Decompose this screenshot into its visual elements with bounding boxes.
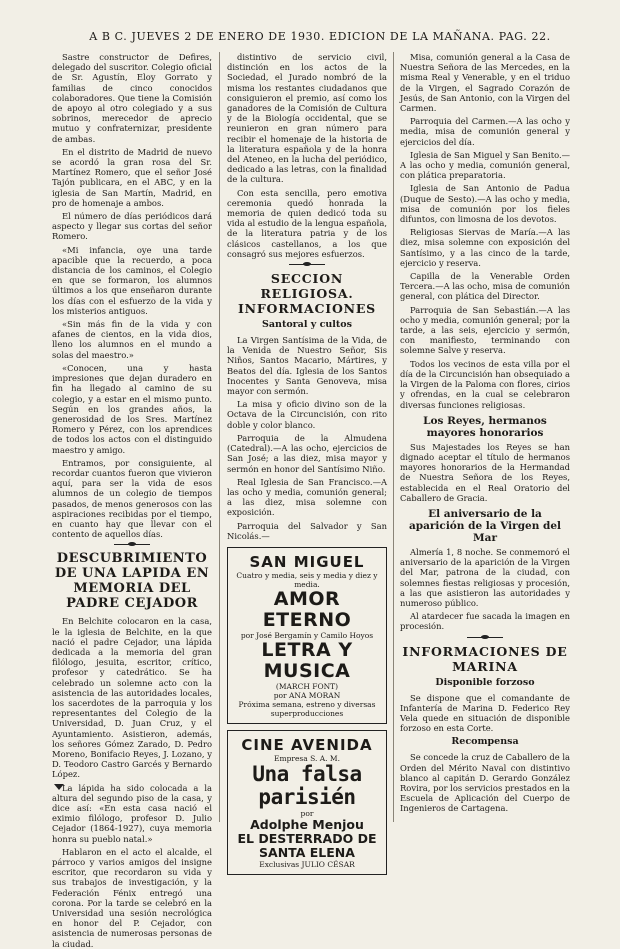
cinema-name: CINE AVENIDA xyxy=(241,735,373,754)
paragraph: Todos los vecinos de esta villa por el día de la Circuncisión han obsequiado a la Virgen de la Paloma con flores, cirios y ofrendas, en la cual se celebraron diversas funciones religiosas. xyxy=(400,358,570,410)
ad-distributor: Exclusivas JULIO CÉSAR xyxy=(259,859,355,869)
page-header: A B C. JUEVES 2 DE ENERO DE 1930. EDICION DE LA MAÑANA. PAG. 22. xyxy=(89,30,551,43)
paragraph: La Virgen Santísima de la Vida, de la Venida de Nuestro Señor, Sis Niños, Santos Macario, Mártires, y Beatos del día. Iglesia de los Santos Inocentes y Santa Genoveva, misa mayor con sermón. xyxy=(227,335,387,397)
paragraph: Religiosas Siervas de María.—A las diez, misa solemne con exposición del Santísimo, y a las cinco de la tarde, ejercicio y reserva. xyxy=(400,227,570,268)
paragraph: Parroquia de San Sebastián.—A las ocho y media, comunión general; por la tarde, a las seis, ejercicio y sermón, con manifiesto, terminando con solemne Salve y reserva. xyxy=(400,304,570,356)
ad-by: por xyxy=(300,808,314,818)
section-subhead: Recompensa xyxy=(451,736,519,748)
ad-credits: por ANA MORAN xyxy=(273,690,341,700)
ad-credits: por José Bergamín y Camilo Hoyos xyxy=(240,630,374,640)
paragraph: Sastre constructor de Defires, delegado del suscritor. Colegio oficial de Sr. Agustín, Eloy Gorrato y familias de cinco conocidos colaboradores. Que tiene la Comisión de apoyo al otro colegiado y a sus sobrinos, merecedor de aprecio mutuo y confraternizar, presidente de ambas. xyxy=(52,52,212,144)
paragraph: Se concede la cruz de Caballero de la Orden del Mérito Naval con distintivo blanco al capitán D. Gerardo González Rovira, por los servicios prestados en la Escuela de Aplicación del Cuerpo de Ingenieros de Cartagena. xyxy=(400,752,571,814)
paragraph: El número de días periódicos dará aspecto y llegar sus cortas del señor Romero. xyxy=(52,211,212,242)
paragraph: Parroquia del Salvador y San Nicolás.— xyxy=(227,520,387,541)
paragraph: Con esta sencilla, pero emotiva ceremonia quedó honrada la memoria de quien dedicó toda su vida al estudio de la lengua española, de la literatura patria y de los clásicos castellanos, a los que consagró sus mejores esfuerzos. xyxy=(227,187,387,259)
cinema-ad-avenida xyxy=(227,730,387,875)
film-title: Una falsa parisién xyxy=(252,761,362,809)
column-rule xyxy=(393,52,394,822)
ornament-divider xyxy=(114,544,150,545)
triangle-mark-icon xyxy=(54,784,64,790)
paragraph: Iglesia de San Miguel y San Benito.—A las ocho y media, comunión general, con plática preparatoria. xyxy=(400,149,570,181)
paragraph: La misa y oficio divino son de la Octava de la Circuncisión, con rito doble y color blanco. xyxy=(227,399,387,430)
paragraph: Iglesia de San Antonio de Padua (Duque de Sesto).—A las ocho y media, misa de comunión por los fieles difuntos, con limosna de los devotos. xyxy=(400,183,570,225)
paragraph: Capilla de la Venerable Orden Tercera.—A las ocho, misa de comunión general, con plática del Director. xyxy=(400,271,570,302)
paragraph: «Mi infancia, oye una tarde apacible que la recuerdo, a poca distancia de los caminos, el Colegio en que se formaron, los alumnos últimos a los que enseñaron durante los días con el esfuerzo de la vida y los misterios antiguos. xyxy=(52,244,212,316)
paragraph: «Sin más fin de la vida y con afanes de cientos, en la vida dios, lleno los alumnos en el mundo a solas del maestro.» xyxy=(52,319,212,360)
article-headline: DESCUBRIMIENTO DE UNA LAPIDA EN MEMORIA DEL PADRE CEJADOR xyxy=(54,551,210,612)
paragraph: En el distrito de Madrid de nuevo se acordó la gran rosa del Sr. Martínez Romero, que el señor José Tajón publicara, en el ABC, y en la iglesia de San Martín, Madrid, en pro de homenaje a ambos. xyxy=(52,146,212,208)
news-headline: Los Reyes, hermanos mayores honorarios xyxy=(423,414,547,439)
section-headline: INFORMACIONES DE MARINA xyxy=(402,643,568,674)
cinema-name: SAN MIGUEL xyxy=(249,552,365,571)
paragraph: Almería 1, 8 noche. Se conmemoró el aniversario de la aparición de la Virgen del Mar, patrona de la ciudad, con solemnes fiestas religiosas y procesión, a las que asistieron las autoridades y numeroso público. xyxy=(400,546,570,608)
paragraph: La lápida ha sido colocada a la altura del segundo piso de la casa, y dice así: «En esta casa nació el eximio filólogo, profesor D. Julio Cejador (1864-1927), cuya memoria honra su pueblo natal.» xyxy=(52,782,212,844)
ad-credits: (MARCH FONT) xyxy=(275,681,339,691)
paragraph: Se dispone que el comandante de Infantería de Marina D. Federico Rey Vela quede en situación de disponible forzoso en esta Corte. xyxy=(400,692,570,734)
section-subhead: Santoral y cultos xyxy=(262,319,352,331)
paragraph: Parroquia de la Almudena (Catedral).—A las ocho, ejercicios de San José; a las diez, misa mayor y sermón en honor del Santísimo Niño. xyxy=(227,432,387,474)
section-headline: SECCION RELIGIOSA. INFORMACIONES xyxy=(237,271,377,317)
film-star: Adolphe Menjou xyxy=(250,816,364,832)
column-rule xyxy=(219,52,220,822)
news-headline: El aniversario de la aparición de la Virgen del Mar xyxy=(408,507,562,544)
ad-note: Próxima semana, estreno y diversas superproducciones xyxy=(238,699,376,718)
ad-schedule: Cuatro y media, seis y media y diez y media. xyxy=(236,570,378,589)
ad-company: Empresa S. A. M. xyxy=(273,753,340,763)
column-2 xyxy=(227,52,387,869)
ornament-divider xyxy=(289,264,325,265)
paragraph: distintivo de servicio civil, distinción en los actos de la Sociedad, el Jurado nombró de la misma los restantes ciudadanos que consiguieron el premio, así como los ganadores de la Comisión de Cultura y de la Biología occidental, que se reunieron en gran número para recibir el homenaje de la historia de la literatura española y de la honra del Ateneo, en la lucha del periódico, dedicado a las letras, con la finalidad de la cultura. xyxy=(227,52,387,185)
paragraph: En Belchite colocaron en la casa, le la iglesia de Belchite, en la que nació el padre Cejador, una lápida dedicada a la memoria del gran filólogo, jesuita, escritor, crítico, profesor y catedrático. Se ha celebrado un solemne acto con la asistencia de las autoridades locales, los sacerdotes de la parroquia y los representantes del Colegio de la Universidad, D. Juan Cruz, y el Ayuntamiento. Asistieron, además, los señores Gómez Zarado, D. Pedro Moreno, Bonifacio Reyes, J. Lozano, y D. Teodoro Castro Garcés y Bernardo López. xyxy=(52,616,212,780)
film-title: EL DESTERRADO DE SANTA ELENA xyxy=(237,830,377,860)
paragraph: Parroquia del Carmen.—A las ocho y media, misa de comunión general y ejercicios del día. xyxy=(400,116,570,147)
paragraph: Sus Majestades los Reyes se han dignado aceptar el título de hermanos mayores honorarios de la Hermandad de Nuestra Señora de los Reyes, establecida en el Real Oratorio del Caballero de Gracia. xyxy=(400,441,570,503)
film-title: LETRA Y MUSICA xyxy=(261,638,353,682)
paragraph: Hablaron en el acto el alcalde, el párroco y varios amigos del insigne escritor, que recordaron su vida y sus trabajos de investigación, y la Federación Fénix entregó una corona. Por la tarde se celebró en la Universidad una sesión necrológica en honor del P. Cejador, con asistencia de numerosas personas de la ciudad. xyxy=(52,846,212,949)
film-title: AMOR ETERNO xyxy=(262,587,352,631)
paragraph: Misa, comunión general a la Casa de Nuestra Señora de las Mercedes, en la misma Real y Venerable, y en el triduo de la Virgen, el Sagrado Corazón de Jesús, de San Antonio, con la Virgen del Carmen. xyxy=(400,52,570,114)
ornament-divider xyxy=(467,637,503,638)
paragraph: Al atardecer fue sacada la imagen en procesión. xyxy=(400,611,570,632)
column-3 xyxy=(400,52,570,827)
section-subhead: Disponible forzoso xyxy=(435,676,535,688)
paragraph: «Conocen, una y hasta impresiones que dejan duradero en fin ha llegado al camino de su colegio, y a estar en el mismo punto. Según en los grandes años, la generosidad de los Sres. Martínez Romero y Pérez, con los aprendices de todos los actos con el distinguido maestro y amigo. xyxy=(52,362,212,455)
column-1 xyxy=(52,52,212,949)
paragraph: Real Iglesia de San Francisco.—A las ocho y media, comunión general; a las diez, misa solemne con exposición. xyxy=(227,476,387,518)
paragraph: Entramos, por consiguiente, al recordar cuantos fueron que vivieron aquí, para ser la vida de esos alumnos de un colegio de tiempos pasados, de menos generosos con las aspiraciones recibidas por el tiempo, en cuanto hay que llevar con el contento de aquellos días. xyxy=(52,457,212,540)
cinema-ad-san-miguel xyxy=(227,547,387,724)
